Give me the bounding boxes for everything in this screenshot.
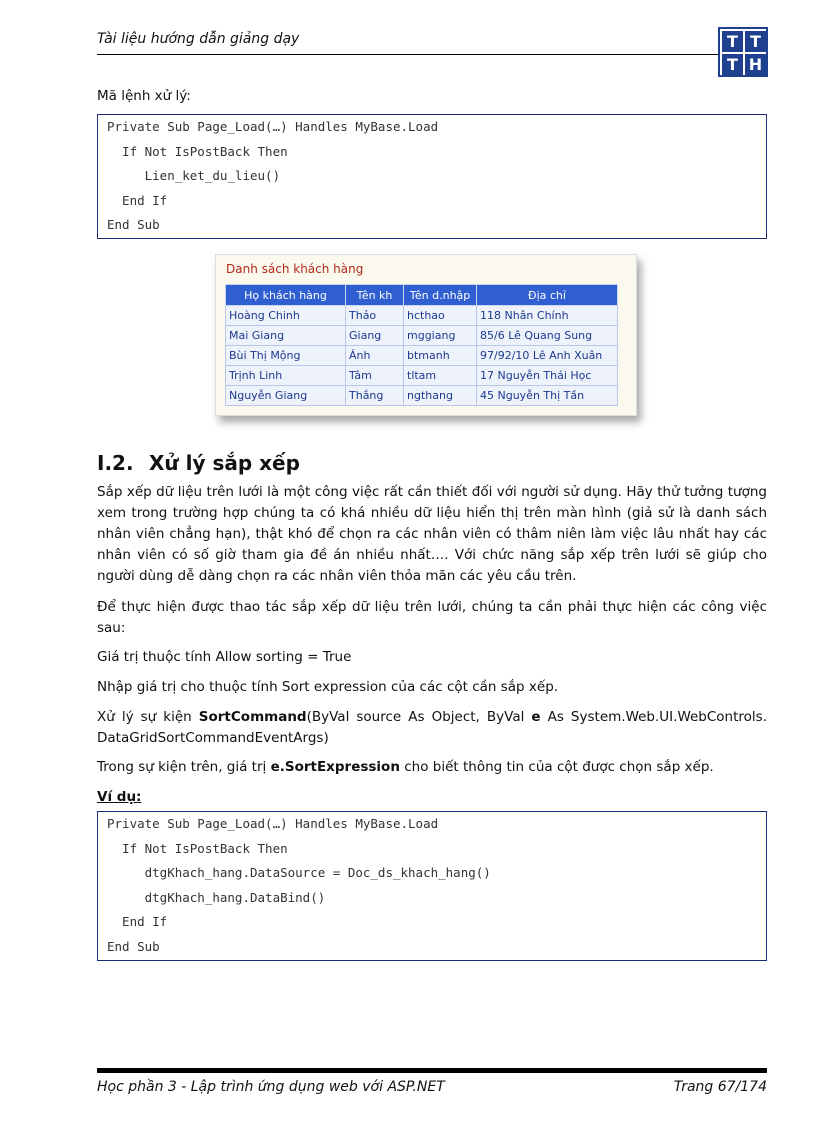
text-run: As System.Web.UI.WebControls. DataGridSortCommandEventArgs): [97, 709, 767, 746]
grid-cell: Giang: [346, 326, 404, 346]
grid-cell: tltam: [404, 366, 477, 386]
grid-header-row: [226, 285, 618, 306]
code-line: Private Sub Page_Load(…) Handles MyBase.Load: [107, 816, 439, 831]
grid-title: Danh sách khách hàng: [226, 262, 364, 276]
grid-cell: Bùi Thị Mộng: [226, 346, 346, 366]
table-row: [226, 386, 618, 406]
section-title: Xử lý sắp xếp: [149, 451, 300, 475]
grid-cell: Mai Giang: [226, 326, 346, 346]
header-title: Tài liệu hướng dẫn giảng dạy: [97, 31, 300, 47]
grid-cell: 97/92/10 Lê Anh Xuân: [477, 346, 618, 366]
paragraph-steps-intro: Để thực hiện được thao tác sắp xếp dữ liệu trên lưới, chúng ta cần phải thực hiện các công việc sau:: [97, 599, 767, 636]
grid-header-ten: Tên kh: [346, 285, 404, 306]
page-header: [97, 28, 767, 55]
grid-cell: Nguyễn Giang: [226, 386, 346, 406]
page-footer: [97, 1068, 767, 1095]
section-number: I.2.: [97, 451, 134, 475]
customer-grid: [225, 284, 618, 406]
code-line: If Not IsPostBack Then: [107, 143, 288, 159]
grid-header-tendn: Tên d.nhập: [404, 285, 477, 306]
footer-page-number: Trang 67/174: [673, 1079, 767, 1095]
grid-cell: mggiang: [404, 326, 477, 346]
grid-cell: 118 Nhân Chính: [477, 306, 618, 326]
text-run: cho biết thông tin của cột được chọn sắp xếp.: [399, 759, 714, 775]
paragraph-allow-sorting: Giá trị thuộc tính Allow sorting = True: [97, 649, 352, 665]
code-line: Lien_ket_du_lieu(): [107, 168, 281, 184]
logo-letter: T: [722, 31, 743, 52]
code-line: If Not IsPostBack Then: [107, 840, 288, 856]
customer-grid-screenshot: [215, 254, 637, 416]
paragraph-sortcommand: [97, 707, 767, 749]
grid-cell: Trịnh Linh: [226, 366, 346, 386]
table-row: [226, 326, 618, 346]
code-line: End Sub: [107, 938, 160, 954]
section-heading: [97, 451, 300, 475]
grid-cell: Thắng: [346, 386, 404, 406]
grid-cell: Hoàng Chinh: [226, 306, 346, 326]
text-run: Xử lý sự kiện: [97, 709, 199, 725]
grid-cell: hcthao: [404, 306, 477, 326]
text-run: Trong sự kiện trên, giá trị: [97, 759, 271, 775]
code-line: Private Sub Page_Load(…) Handles MyBase.Load: [107, 119, 439, 134]
table-row: [226, 346, 618, 366]
code-block-2: [97, 811, 767, 961]
table-row: [226, 366, 618, 386]
code-line: dtgKhach_hang.DataSource = Doc_ds_khach_hang(): [107, 865, 491, 881]
text-run: (ByVal source As Object, ByVal: [306, 709, 532, 725]
grid-header-diachi: Địa chỉ: [477, 285, 618, 306]
paragraph-intro: Sắp xếp dữ liệu trên lưới là một công việc rất cần thiết đối với người sử dụng. Hãy thử tưởng tượng xem trong trường hợp chúng ta có khá nhiều dữ liệu hiển thị trên màn hình (giả sử là danh sách nhân viên chẳng hạn), thật khó để chọn ra các nhân viên có thâm niên làm việc lâu nhất hay các nhân viên có số giờ tham gia đề án nhiều nhất…. Với chức năng sắp xếp trên lưới sẽ giúp cho người dùng dễ dàng chọn ra các nhân viên thỏa mãn các yêu cầu trên.: [97, 484, 767, 584]
tth-logo: [718, 27, 768, 77]
code-line: End Sub: [107, 217, 160, 233]
text-run-bold: SortCommand: [198, 709, 307, 725]
intro-label: Mã lệnh xử lý:: [97, 88, 191, 104]
example-label: Ví dụ:: [97, 789, 142, 805]
grid-cell: ngthang: [404, 386, 477, 406]
code-line: dtgKhach_hang.DataBind(): [107, 889, 326, 905]
footer-course: Học phần 3 - Lập trình ứng dụng web với ASP.NET: [97, 1079, 445, 1095]
grid-cell: Tâm: [346, 366, 404, 386]
code-line: End If: [107, 914, 168, 930]
logo-letter: T: [722, 54, 743, 75]
code-block-1: [97, 114, 767, 239]
logo-letter: T: [745, 31, 766, 52]
grid-header-ho: Họ khách hàng: [226, 285, 346, 306]
text-run-bold: e.SortExpression: [270, 759, 400, 775]
table-row: [226, 306, 618, 326]
grid-cell: 85/6 Lê Quang Sung: [477, 326, 618, 346]
grid-cell: Ánh: [346, 346, 404, 366]
paragraph-sortexpression: [97, 757, 767, 778]
grid-cell: Thảo: [346, 306, 404, 326]
code-line: End If: [107, 192, 168, 208]
grid-cell: 45 Nguyễn Thị Tần: [477, 386, 618, 406]
logo-letter: H: [745, 54, 766, 75]
grid-cell: 17 Nguyễn Thái Học: [477, 366, 618, 386]
text-run-bold: e: [531, 709, 541, 725]
paragraph-sort-expression: Nhập giá trị cho thuộc tính Sort expression của các cột cần sắp xếp.: [97, 679, 559, 695]
grid-cell: btmanh: [404, 346, 477, 366]
